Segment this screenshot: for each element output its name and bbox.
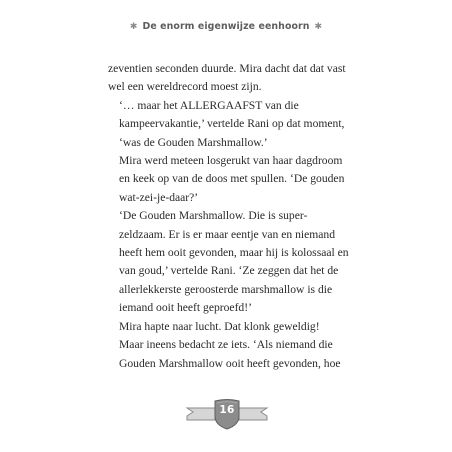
text-line: allerlekkerste geroosterde marshmallow is die xyxy=(119,282,333,296)
text-line: ‘… maar het ALLERGAAFST van die xyxy=(119,98,299,112)
body-text xyxy=(108,60,358,373)
paragraph xyxy=(108,97,358,152)
text-line: Mira hapte naar lucht. Dat klonk geweldig! xyxy=(119,319,320,333)
text-line: ‘was de Gouden Marshmallow.’ xyxy=(119,135,268,149)
paragraph xyxy=(108,207,358,317)
text-line: wat-zei-je-daar?’ xyxy=(119,190,199,204)
text-line: Mira werd meteen losgerukt van haar dagdroom xyxy=(119,154,343,168)
text-line: kampeervakantie,’ vertelde Rani op dat moment, xyxy=(119,117,345,131)
text-line: Maar ineens bedacht ze iets. ‘Als niemand die xyxy=(119,338,333,352)
star-icon-left: ✱ xyxy=(129,22,138,32)
paragraph xyxy=(108,60,358,97)
paragraph xyxy=(108,152,358,207)
text-line: zeldzaam. Er is er maar eentje van en niemand xyxy=(119,227,335,241)
text-line: Gouden Marshmallow ooit heeft gevonden, hoe xyxy=(119,356,341,370)
running-header xyxy=(0,21,452,32)
page-number: 16 xyxy=(219,404,235,416)
text-line: van goud,’ vertelde Rani. ‘Ze zeggen dat het de xyxy=(119,264,339,278)
star-icon-right: ✱ xyxy=(314,22,323,32)
book-title: De enorm eigenwijze eenhoorn xyxy=(142,21,310,32)
text-line: en keek op van de doos met spullen. ‘De gouden xyxy=(119,172,345,186)
text-line: heeft hem ooit gevonden, maar hij is kolossaal en xyxy=(119,246,349,260)
text-line: wel een wereldrecord moest zijn. xyxy=(108,80,262,94)
text-line: ‘De Gouden Marshmallow. Die is super- xyxy=(119,209,308,223)
paragraph xyxy=(108,318,358,373)
text-line: iemand ooit heeft geproefd!’ xyxy=(119,301,252,315)
text-line: zeventien seconden duurde. Mira dacht dat dat vast xyxy=(108,62,346,75)
page-number-badge xyxy=(185,398,269,430)
